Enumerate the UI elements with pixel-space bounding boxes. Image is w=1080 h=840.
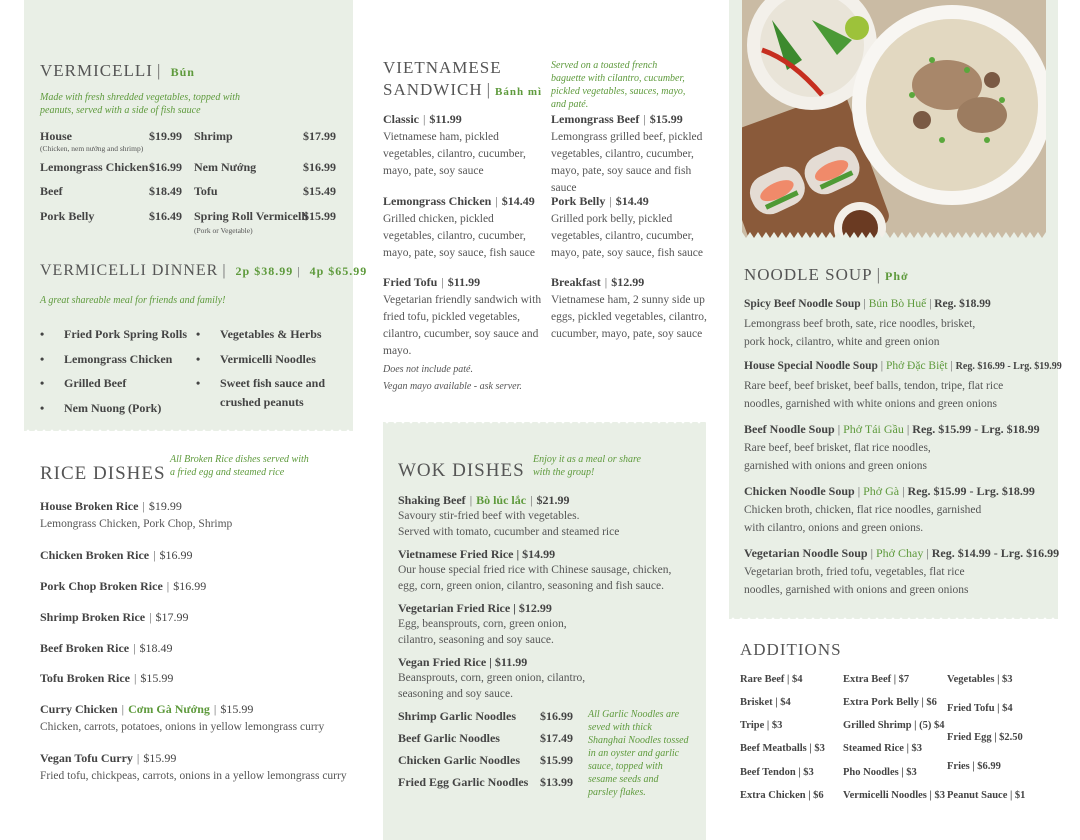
menu-item-desc: egg, corn, green onion, cilantro, seasoning and fish sauce. xyxy=(398,580,665,592)
menu-item-desc: Egg, beansprouts, corn, green onion, xyxy=(398,618,567,630)
menu-item-desc: Our house special fried rice with Chinese sausage, chicken, xyxy=(398,564,672,576)
rice-item-row: Chicken Broken Rice | $16.99 xyxy=(40,548,193,562)
menu-item-price: $11.99 xyxy=(429,112,462,126)
wok-item-row: Shaking Beef | Bò lúc lắc | $21.99 xyxy=(398,493,570,507)
rice-item-row: Beef Broken Rice | $18.49 xyxy=(40,641,173,655)
menu-item-name: Vietnamese Fried Rice | $14.99 xyxy=(398,547,556,561)
menu-item-name: Shrimp Broken Rice xyxy=(40,610,146,624)
menu-item-price: $16.99 xyxy=(159,548,193,562)
menu-item-desc: Lemongrass Chicken, Pork Chop, Shrimp xyxy=(40,518,233,530)
menu-item-price: $13.99 xyxy=(540,775,573,789)
menu-item-price: Reg. $15.99 - Lrg. $18.99 xyxy=(912,422,1040,436)
rice-note: All Broken Rice dishes served with a fried egg and steamed rice xyxy=(170,454,309,478)
menu-item-name: Spicy Beef Noodle Soup xyxy=(744,298,861,310)
menu-item-price: $11.99 xyxy=(447,275,481,289)
menu-item-desc: Vietnamese ham, pickled vegetables, cilantro, cucumber, mayo, pate, soy sauce xyxy=(383,131,526,177)
menu-item-viet-name: Bò lúc lắc xyxy=(476,493,527,507)
rice-item-row: Tofu Broken Rice | $15.99 xyxy=(40,671,174,685)
dinner-price-4p: 4p $65.99 xyxy=(309,264,368,278)
menu-item-name: House xyxy=(40,129,73,143)
list-item: • Vegetables & Herbs xyxy=(220,327,322,342)
menu-item-name: Beef Garlic Noodles xyxy=(398,731,500,745)
soup-item-row: Spicy Beef Noodle Soup | Bún Bò Huế | Reg. $18.99 xyxy=(744,298,991,310)
menu-item-desc: Rare beef, beef brisket, beef balls, tendon, tripe, flat rice xyxy=(744,380,1004,392)
soup-subtitle: Phở xyxy=(885,269,909,283)
menu-item-name: Spring Roll Vermicelli xyxy=(194,209,308,223)
menu-item-name: Pork Belly xyxy=(40,209,95,223)
sandwich-title-1: VIETNAMESE xyxy=(383,58,502,77)
menu-item-name: Chicken Noodle Soup xyxy=(744,484,855,498)
menu-item-viet-name: Phở Đặc Biệt xyxy=(885,360,948,372)
menu-item-price: $16.49 xyxy=(149,209,182,223)
addition-item: Fried Tofu | $4 xyxy=(947,703,1013,714)
menu-item-viet-name: Bún Bò Huế xyxy=(868,298,927,310)
soup-item-row: House Special Noodle Soup | Phở Đặc Biệt | Reg. $16.99 - Lrg. $19.99 xyxy=(744,360,1062,372)
menu-item-name: House Broken Rice xyxy=(40,499,139,513)
menu-item-desc: Fried tofu, chickpeas, carrots, onions in a yellow lemongrass curry xyxy=(40,770,347,782)
noodle-note: All Garlic Noodles are seved with thick Shanghai Noodles tossed in an oyster and garlic sauce, topped with sesame seeds and parsley flakes. xyxy=(588,709,689,798)
dinner-title: VERMICELLI DINNER xyxy=(40,262,219,279)
menu-item-name: House Special Noodle Soup xyxy=(744,360,878,372)
menu-item-name: Lemongrass Chicken xyxy=(383,194,492,208)
list-item: • Vermicelli Noodles xyxy=(220,352,316,367)
menu-item-name: Breakfast xyxy=(551,275,601,289)
menu-item-name: Fried Tofu xyxy=(383,275,438,289)
menu-item-desc: cilantro, seasoning and soy sauce. xyxy=(398,634,554,646)
menu-item-price: $19.99 xyxy=(149,129,182,143)
menu-item-desc: with cilantro, onions and green onions. xyxy=(744,522,924,534)
dinner-price-2p: 2p $38.99 xyxy=(235,264,294,278)
menu-item-desc: Lemongrass beef broth, sate, rice noodles, brisket, xyxy=(744,318,976,330)
menu-item-desc: Grilled chicken, pickled vegetables, cilantro, cucumber, mayo, pate, soy sauce, fish sauce xyxy=(383,213,536,259)
menu-item-name: Fried Egg Garlic Noodles xyxy=(398,775,529,789)
wok-title: WOK DISHES xyxy=(398,460,525,481)
list-item: • Sweet fish sauce and xyxy=(220,376,325,391)
menu-item-viet-name: Phở Chay xyxy=(875,546,924,560)
menu-item-detail: (Chicken, nem nướng and shrimp) xyxy=(40,144,144,153)
list-item: • Grilled Beef xyxy=(64,376,126,391)
menu-item-price: Reg. $15.99 - Lrg. $18.99 xyxy=(907,484,1035,498)
menu-item-price: $17.99 xyxy=(303,129,336,143)
menu-item-desc: noodles, garnished with onions and green onions xyxy=(744,584,969,596)
addition-item: Beef Tendon | $3 xyxy=(740,767,814,778)
addition-item: Fries | $6.99 xyxy=(947,761,1001,772)
menu-item-price: $18.49 xyxy=(139,641,173,655)
menu-item-name: Nem Nướng xyxy=(194,160,257,174)
menu-item-price: $18.49 xyxy=(149,184,182,198)
menu-item-detail: (Pork or Vegetable) xyxy=(194,226,253,235)
additions-title: ADDITIONS xyxy=(740,640,842,659)
soup-item-row: Vegetarian Noodle Soup | Phở Chay | Reg. $14.99 - Lrg. $16.99 xyxy=(744,546,1060,560)
wok-note: Enjoy it as a meal or share with the group! xyxy=(533,454,641,478)
menu-item-name: Lemongrass Chicken xyxy=(40,160,149,174)
sandwich-item-row: Pork Belly | $14.49 xyxy=(551,194,649,208)
menu-item-price: Reg. $14.99 - Lrg. $16.99 xyxy=(931,546,1060,560)
sandwich-item-row: Classic | $11.99 xyxy=(383,112,462,126)
rice-item-row: Shrimp Broken Rice | $17.99 xyxy=(40,610,189,624)
menu-item-price: $16.99 xyxy=(173,579,207,593)
addition-item: Steamed Rice | $3 xyxy=(843,743,923,754)
addition-item: Peanut Sauce | $1 xyxy=(947,790,1026,801)
addition-item: Extra Pork Belly | $6 xyxy=(843,697,937,708)
menu-item-price: $16.99 xyxy=(303,160,336,174)
sandwich-note: Served on a toasted french baguette with cilantro, cucumber, pickled vegetables, sauces, mayo, and paté. xyxy=(551,60,686,110)
vermicelli-title-row: VERMICELLI | Bún xyxy=(40,61,195,80)
addition-item: Vegetables | $3 xyxy=(947,674,1013,685)
addition-item: Brisket | $4 xyxy=(740,697,791,708)
menu-item-price: $12.99 xyxy=(611,275,645,289)
vermicelli-subtitle: Bún xyxy=(170,65,195,79)
menu-item-desc: noodles, garnished with white onions and green onions xyxy=(744,398,997,410)
soup-title: NOODLE SOUP xyxy=(744,265,873,284)
sandwich-item-row: Fried Tofu | $11.99 xyxy=(383,275,481,289)
menu-item-desc: garnished with onions and green onions xyxy=(744,460,928,472)
menu-item-price: $15.99 xyxy=(143,751,177,765)
menu-item-name: Vegetarian Noodle Soup xyxy=(744,546,868,560)
menu-item-name: Tofu Broken Rice xyxy=(40,671,131,685)
rice-item-row: House Broken Rice | $19.99 xyxy=(40,499,182,513)
rice-title: RICE DISHES xyxy=(40,463,166,484)
menu-item-price: $14.49 xyxy=(501,194,535,208)
vermicelli-title: VERMICELLI xyxy=(40,61,153,80)
menu-item-price: $15.99 xyxy=(540,753,573,767)
menu-item-name: Curry Chicken xyxy=(40,702,118,716)
menu-item-name: Vegan Fried Rice | $11.99 xyxy=(398,655,528,669)
dinner-title-row: VERMICELLI DINNER | 2p $38.99 | 4p $65.99 xyxy=(40,262,368,279)
menu-item-desc: Vegetarian friendly sandwich with fried tofu, pickled vegetables, cilantro, cucumber, soy sauce and mayo. xyxy=(383,294,542,357)
menu-item-desc: Lemongrass grilled beef, pickled vegetables, cilantro, cucumber, mayo, pate, soy sauce and fish sauce xyxy=(551,131,703,194)
menu-item-price: $17.49 xyxy=(540,731,573,745)
addition-item: Vermicelli Noodles | $3 xyxy=(843,790,945,801)
menu-item-desc: pork hock, cilantro, white and green onion xyxy=(744,336,940,348)
menu-item-viet-name: Phở Gà xyxy=(863,484,900,498)
menu-item-name: Tofu xyxy=(194,184,218,198)
menu-item-name: Beef xyxy=(40,184,63,198)
menu-item-name: Beef Broken Rice xyxy=(40,641,130,655)
rice-item-row: Pork Chop Broken Rice | $16.99 xyxy=(40,579,207,593)
menu-item-viet-name: Cơm Gà Nướng xyxy=(128,702,210,716)
sandwich-item-row: Breakfast | $12.99 xyxy=(551,275,645,289)
sandwich-title-row: SANDWICH | Bánh mì xyxy=(383,80,543,99)
menu-item-price: Reg. $16.99 - Lrg. $19.99 xyxy=(955,361,1062,372)
menu-item-price: $15.99 xyxy=(140,671,174,685)
list-item: • Nem Nuong (Pork) xyxy=(64,401,161,416)
soup-item-row: Chicken Noodle Soup | Phở Gà | Reg. $15.99 - Lrg. $18.99 xyxy=(744,484,1035,498)
menu-item-name: Chicken Broken Rice xyxy=(40,548,150,562)
addition-item: Rare Beef | $4 xyxy=(740,674,803,685)
menu-item-viet-name: Phở Tái Gầu xyxy=(843,422,904,436)
menu-item-price: $17.99 xyxy=(155,610,189,624)
menu-item-name: Vegan Tofu Curry xyxy=(40,751,133,765)
menu-item-desc: Chicken, carrots, potatoes, onions in yellow lemongrass curry xyxy=(40,721,325,733)
list-item: • Fried Pork Spring Rolls xyxy=(64,327,187,342)
sandwich-item-row: Lemongrass Beef | $15.99 xyxy=(551,112,683,126)
menu-item-name: Lemongrass Beef xyxy=(551,112,640,126)
menu-item-name: Beef Noodle Soup xyxy=(744,422,835,436)
rice-item-row: Vegan Tofu Curry | $15.99 xyxy=(40,751,177,765)
addition-item: Tripe | $3 xyxy=(740,720,783,731)
menu-item-name: Classic xyxy=(383,112,419,126)
addition-item: Beef Meatballs | $3 xyxy=(740,743,825,754)
menu-item-price: $15.99 xyxy=(303,209,336,223)
soup-item-row: Beef Noodle Soup | Phở Tái Gầu | Reg. $15.99 - Lrg. $18.99 xyxy=(744,422,1040,436)
menu-item-price: $15.99 xyxy=(220,702,254,716)
sandwich-footnote: Does not include paté. xyxy=(383,364,473,375)
food-photo xyxy=(742,0,1046,238)
sandwich-item-row: Lemongrass Chicken | $14.49 xyxy=(383,194,535,208)
menu-item-price: $19.99 xyxy=(148,499,182,513)
menu-item-name: Shrimp xyxy=(194,129,233,143)
menu-item-price: $14.49 xyxy=(615,194,649,208)
list-item: • Lemongrass Chicken xyxy=(64,352,172,367)
menu-item-price: $15.99 xyxy=(649,112,683,126)
menu-item-price: $16.99 xyxy=(149,160,182,174)
menu-item-desc: Rare beef, beef brisket, flat rice noodles, xyxy=(744,442,931,454)
menu-item-name: Pork Belly xyxy=(551,194,606,208)
menu-item-name: Pork Chop Broken Rice xyxy=(40,579,163,593)
menu-item-desc: Vietnamese ham, 2 sunny side up eggs, pickled vegetables, cilantro, cucumber, mayo, pate, soy sauce xyxy=(551,294,707,340)
menu-item-name: Shrimp Garlic Noodles xyxy=(398,709,517,723)
dinner-note: A great shareable meal for friends and family! xyxy=(40,295,226,306)
menu-item-desc: Chicken broth, chicken, flat rice noodles, garnished xyxy=(744,504,982,516)
addition-item: Fried Egg | $2.50 xyxy=(947,732,1023,743)
menu-item-desc: Grilled pork belly, pickled vegetables, cilantro, cucumber, mayo, pate, soy sauce, fish sauce xyxy=(551,213,704,259)
menu-item-name: Shaking Beef xyxy=(398,493,466,507)
menu-item-price: $21.99 xyxy=(536,493,570,507)
menu-item-desc: Beansprouts, corn, green onion, cilantro, xyxy=(398,672,586,684)
sandwich-subtitle: Bánh mì xyxy=(495,86,543,98)
menu-item-name: Vegetarian Fried Rice | $12.99 xyxy=(398,601,552,615)
addition-item: Extra Beef | $7 xyxy=(843,674,910,685)
addition-item: Grilled Shrimp | (5) $4 xyxy=(843,720,945,731)
menu-item-name: Chicken Garlic Noodles xyxy=(398,753,520,767)
list-item-continued: crushed peanuts xyxy=(220,395,304,409)
menu-item-desc: seasoning and soy sauce. xyxy=(398,688,513,700)
addition-item: Extra Chicken | $6 xyxy=(740,790,824,801)
menu-item-desc: Served with tomato, cucumber and steamed rice xyxy=(398,526,620,538)
menu-item-price: Reg. $18.99 xyxy=(934,298,991,310)
rice-item-row: Curry Chicken | Cơm Gà Nướng | $15.99 xyxy=(40,702,254,716)
menu-item-desc: Vegetarian broth, fried tofu, vegetables, flat rice xyxy=(744,566,965,578)
vermicelli-note: Made with fresh shredded vegetables, topped with peanuts, served with a side of fish sauce xyxy=(40,92,241,116)
sandwich-title-2: SANDWICH xyxy=(383,80,483,99)
addition-item: Pho Noodles | $3 xyxy=(843,767,917,778)
menu-item-desc: Savoury stir-fried beef with vegetables. xyxy=(398,510,580,522)
sandwich-footnote: Vegan mayo available - ask server. xyxy=(383,381,522,392)
menu-item-price: $15.49 xyxy=(303,184,336,198)
menu-item-price: $16.99 xyxy=(540,709,573,723)
soup-title-row: NOODLE SOUP | Phở xyxy=(744,265,909,284)
